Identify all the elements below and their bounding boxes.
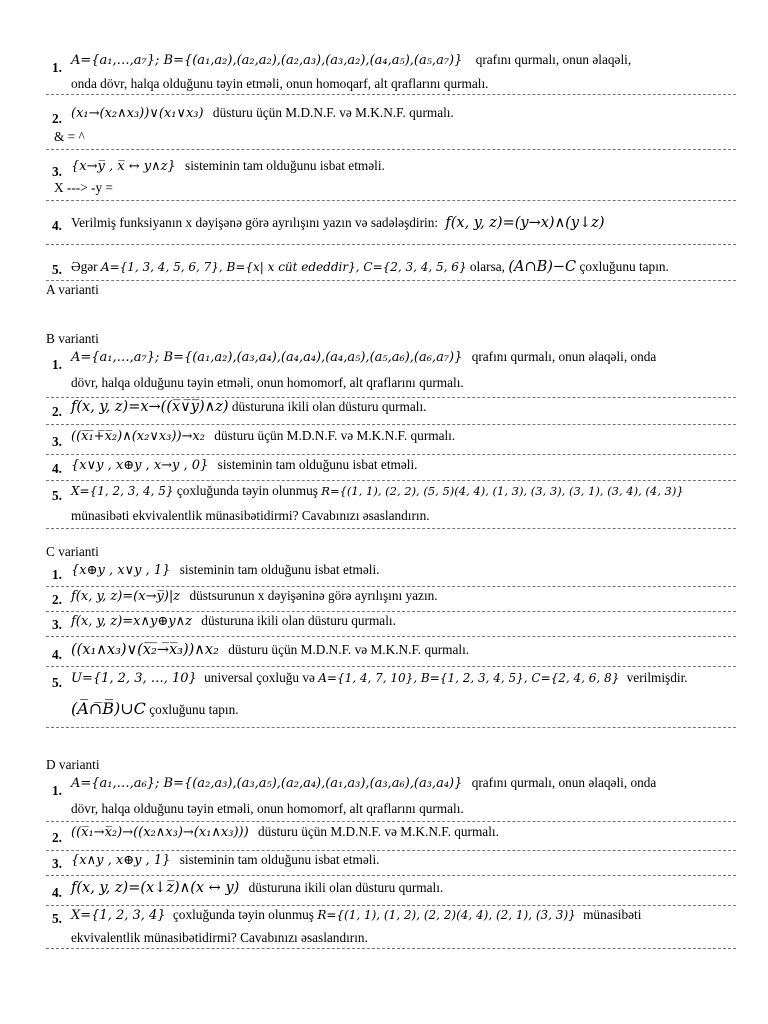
formula: A={a₁,…,a₇}; B={(a₁,a₂),(a₂,a₂),(a₂,a₃),(a₃,a₂),(a₄,a₅),(a₅,a₇)} [71,53,463,68]
question-c-1 [46,560,736,587]
question-b-2 [46,398,736,425]
formula: ((x̅₁̅+̅x̅₂)∧(x₂∨x₃))→x₂ [71,429,205,444]
question-text: düsturu üçün M.D.N.F. və M.K.N.F. qurmalı. [228,642,470,657]
question-number: 4. [52,218,62,233]
question-a-2 [46,103,736,150]
variant-title: B varianti [46,331,99,346]
question-text: sisteminin tam olduğunu isbat etməli. [179,852,380,867]
question-a-4 [46,208,736,245]
formula: f(x, y, z)=(y→x)∧(y↓z) [445,215,605,231]
question-c-4 [46,638,736,667]
formula: R={(1, 1), (2, 2), (5, 5)(4, 4), (1, 3), (3, 3), (3, 1), (3, 4), (4, 3)} [321,484,684,498]
question-d-1 [46,773,736,822]
question-number: 2. [52,111,62,126]
formula: f(x, y, z)=x∧y⊕y∧z [71,614,192,629]
note-text: & = ^ [54,129,85,144]
question-text: sisteminin tam olduğunu isbat etməli. [185,158,385,173]
question-text-cont: münasibəti ekvivalentlik münasibətidirmi? Cavabınızı əsaslandırın. [71,508,430,523]
formula: {x→y̅ , x̅ ↔ y∧z} [71,159,176,174]
question-number: 5. [52,488,62,503]
variant-label: A varianti [46,282,99,297]
formula: X={1, 2, 3, 4, 5} [71,484,174,498]
question-d-3 [46,851,736,876]
question-number: 4. [52,885,62,900]
question-text: münasibəti [583,907,642,922]
question-text: qrafını qurmalı, onun əlaqəli, onda [471,775,657,790]
question-number: 2. [52,592,62,607]
question-number: 1. [52,60,62,75]
question-text: sisteminin tam olduğunu isbat etməli. [179,562,380,577]
question-number: 4. [52,647,62,662]
question-a-1 [46,52,736,95]
question-b-4 [46,456,736,481]
question-text: qrafını qurmalı, onun əlaqəli, onda [471,349,657,364]
formula: f(x, y, z)=x→((x̅∨̅y̅)∧z) [71,399,229,415]
formula: X={1, 2, 3, 4} [71,908,166,923]
question-number: 2. [52,830,62,845]
formula: (A∩B)−C [508,259,577,275]
question-number: 3. [52,434,62,449]
question-text: universal çoxluğu və [204,670,315,685]
question-number: 5. [52,675,62,690]
formula: (A̅∩̅B̅)∪C [71,699,146,718]
question-text: düsturuna ikili olan düsturu qurmalı. [248,880,444,895]
question-text: düsturu üçün M.D.N.F. və M.K.N.F. qurmalı. [258,824,499,839]
question-text: düsturuna ikili olan düsturu qurmalı. [231,399,427,414]
question-text: sisteminin tam olduğunu isbat etməli. [217,457,418,472]
variant-title: C varianti [46,544,99,559]
formula: {x∧y , x⊕y , 1} [71,853,171,868]
question-text-cont: dövr, halqa olduğunu təyin etməli, onun homomorf, alt qraflarını qurmalı. [71,375,464,390]
question-b-3 [46,428,736,455]
formula: {x⊕y , x∨y , 1} [71,563,171,578]
question-d-2 [46,822,736,851]
question-number: 5. [52,911,62,926]
question-number: 1. [52,783,62,798]
question-a-3 [46,158,736,201]
question-b-1 [46,347,736,398]
note-text: X ---> -y = [54,180,113,195]
formula: ((x̅₁→x̅₂)→((x₂∧x₃)→(x₁∧x₃))) [71,825,249,840]
question-b-5 [46,482,736,529]
question-number: 1. [52,567,62,582]
formula: A={1, 4, 7, 10}, B={1, 2, 3, 4, 5}, C={2, 4, 6, 8} [318,671,620,685]
question-d-4 [46,877,736,906]
question-d-5 [46,906,736,949]
formula: R={(1, 1), (1, 2), (2, 2)(4, 4), (2, 1), (3, 3)} [317,908,576,922]
question-number: 4. [52,461,62,476]
question-text-cont: ekvivalentlik münasibətidirmi? Cavabınızı əsaslandırın. [71,930,368,945]
question-text: Verilmiş funksiyanın x dəyişənə görə ayrılışını yazın və sadələşdirin: [71,215,439,230]
formula: A={a₁,…,a₆}; B={(a₂,a₃),(a₃,a₅),(a₂,a₄),(a₁,a₃),(a₃,a₆),(a₃,a₄)} [71,776,463,791]
question-text: düsturu üçün M.D.N.F. və M.K.N.F. qurmalı. [214,428,456,443]
question-a-5 [46,254,736,281]
formula: U={1, 2, 3, …, 10} [71,671,197,686]
variant-title: D varianti [46,757,100,772]
question-number: 1. [52,357,62,372]
formula: A={1, 3, 4, 5, 6, 7}, B={x| x cüt ededdir}, C={2, 3, 4, 5, 6} [100,260,467,274]
formula: {x∨y , x⊕y , x→y , 0} [71,458,209,473]
formula: (x₁→(x₂∧x₃))∨(x₁∨x₃) [71,106,204,121]
question-text: düsturuna ikili olan düsturu qurmalı. [201,613,396,628]
question-number: 3. [52,617,62,632]
question-text: düsturu üçün M.D.N.F. və M.K.N.F. qurmalı. [212,105,454,120]
question-text: olarsa, [469,259,505,274]
question-c-2 [46,587,736,612]
formula: ((x₁∧x₃)∨(x̅₂̅→̅x̅₃))∧x₂ [71,642,219,658]
question-text: çoxluğunu tapın. [149,702,239,717]
question-number: 5. [52,262,62,277]
question-number: 3. [52,164,62,179]
question-text: çoxluğunu tapın. [579,259,669,274]
question-c-5 [46,667,736,728]
question-c-3 [46,612,736,637]
question-number: 3. [52,856,62,871]
question-text: qrafını qurmalı, onun əlaqəli, [475,52,632,67]
question-text: çoxluğunda təyin olunmuş [176,483,318,498]
question-text-cont: dövr, halqa olduğunu təyin etməli, onun homomorf, alt qraflarını qurmalı. [71,801,464,816]
question-text-cont: onda dövr, halqa olduğunu təyin etməli, onun homoqarf, alt qraflarını qurmalı. [71,76,489,91]
formula: f(x, y, z)=(x↓z̅)∧(x ↔ y) [71,880,240,896]
question-number: 2. [52,404,62,419]
question-text: düstsurunun x dəyişəninə görə ayrılışını yazın. [189,588,438,603]
formula: A={a₁,…,a₇}; B={(a₁,a₂),(a₃,a₄),(a₄,a₄),(a₄,a₅),(a₅,a₆),(a₆,a₇)} [71,350,463,365]
question-text: verilmişdir. [626,670,688,685]
formula: f(x, y, z)=(x→y̅)|z [71,589,181,604]
question-text: Əgər [71,259,98,274]
question-text: çoxluğunda təyin olunmuş [172,907,314,922]
